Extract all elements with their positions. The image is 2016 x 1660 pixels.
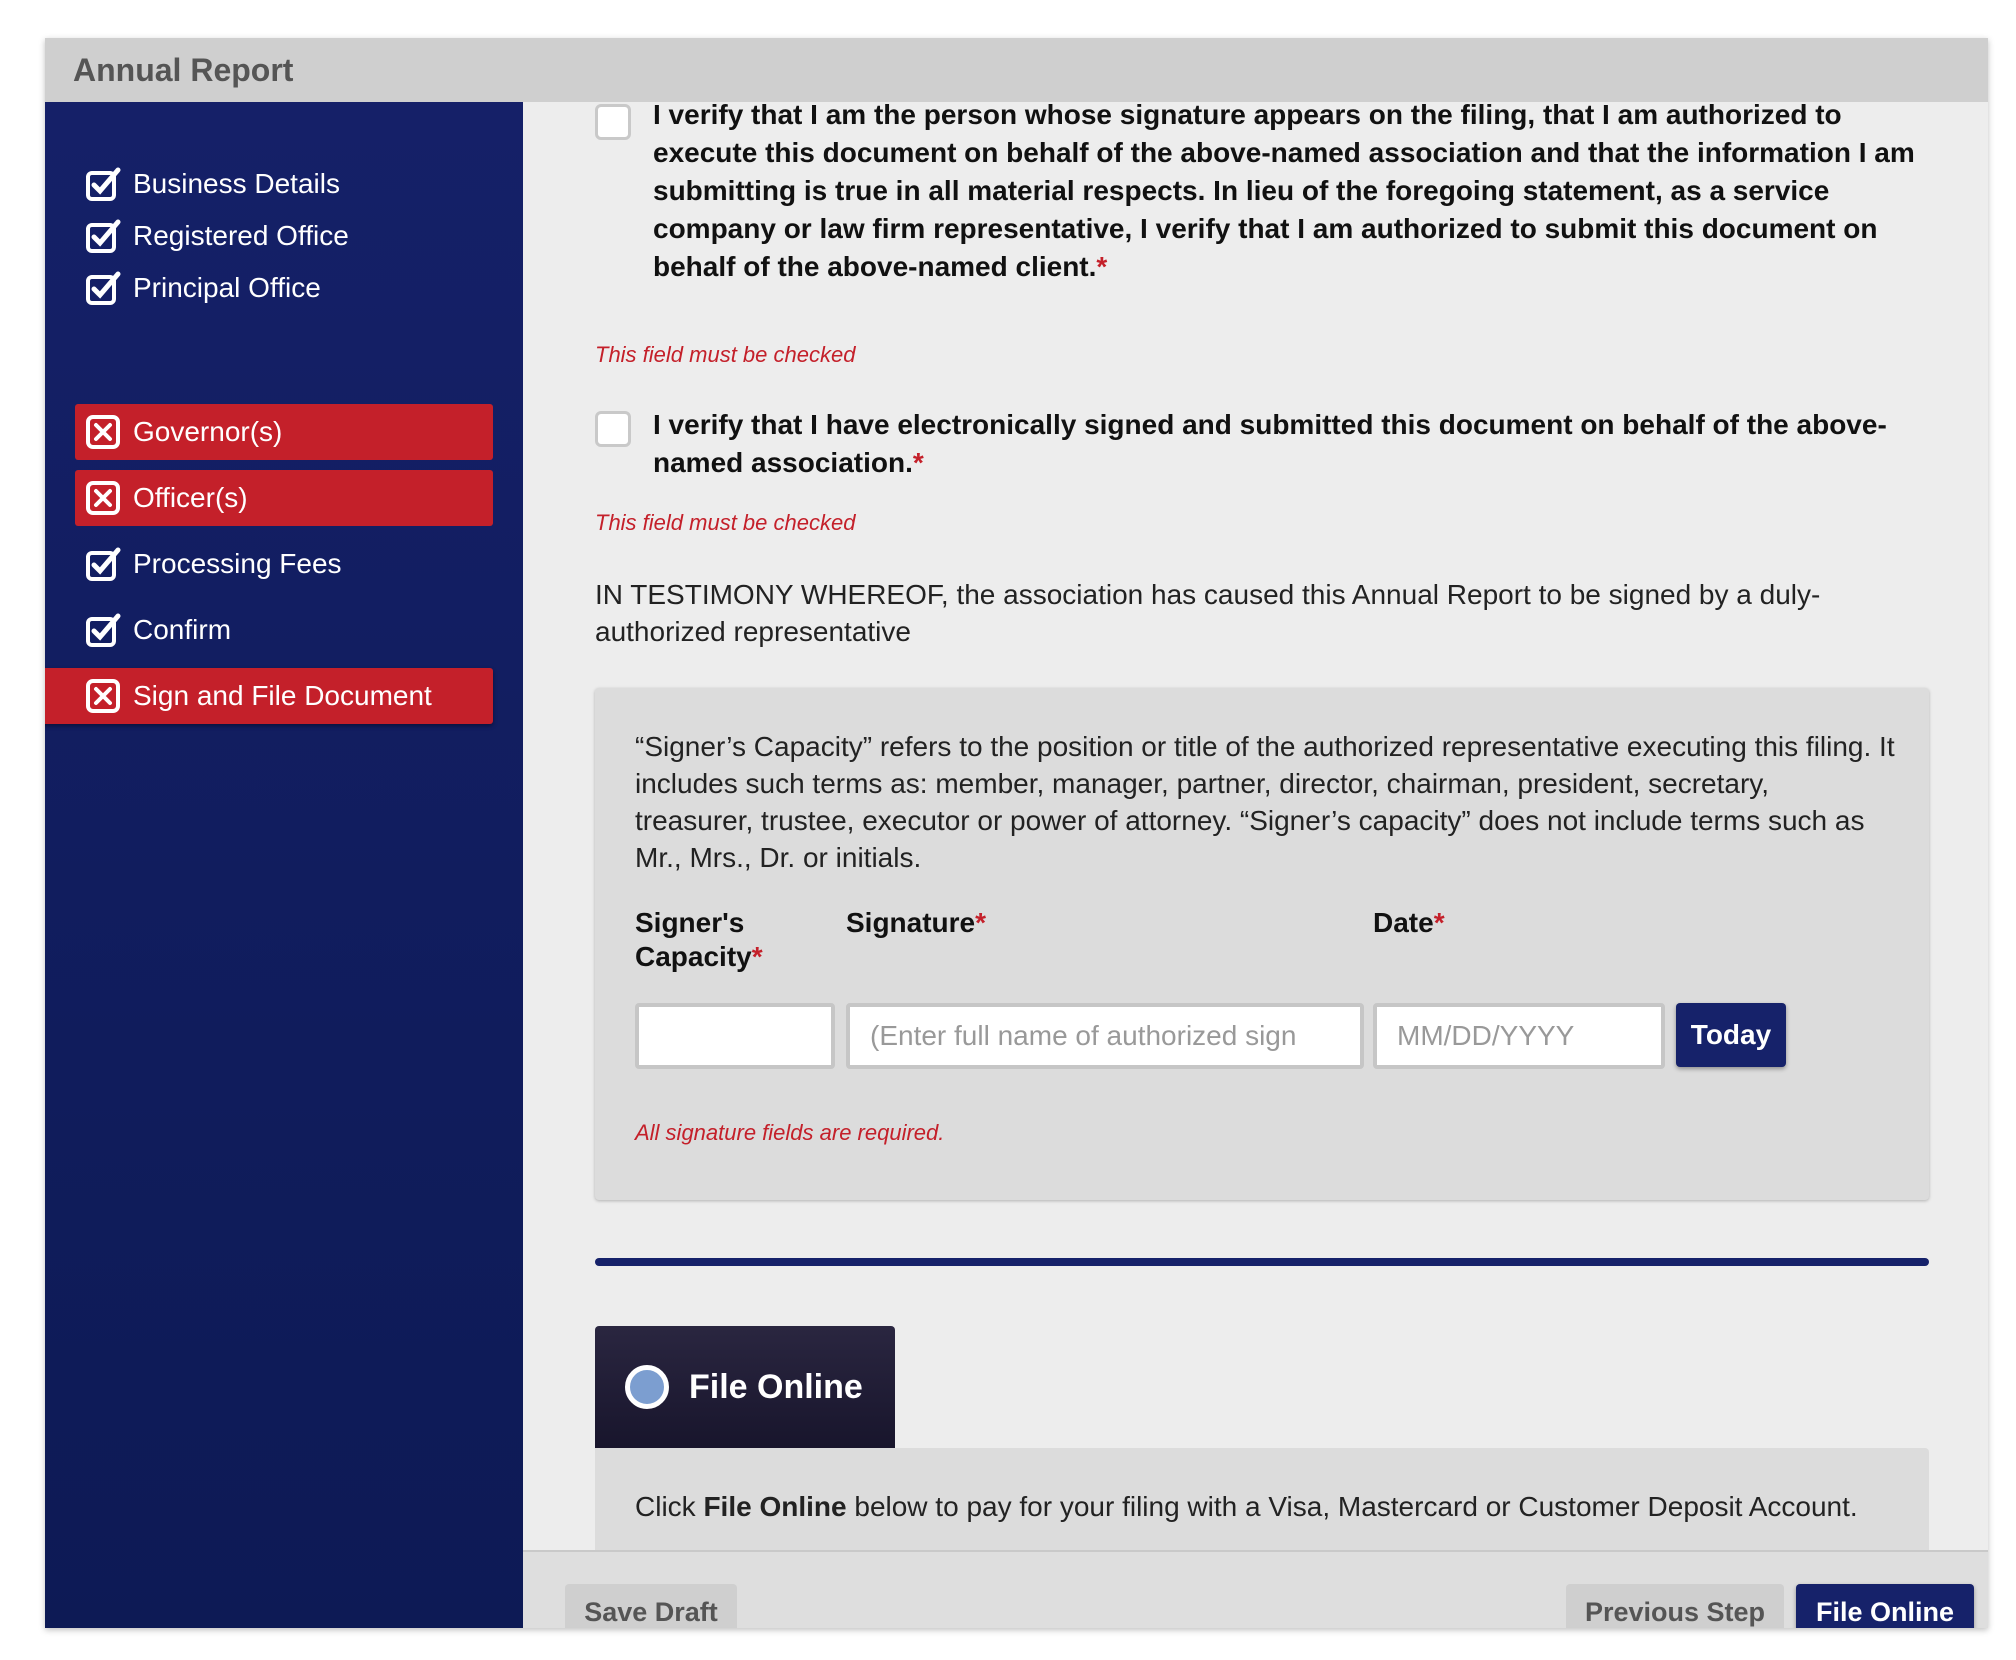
checkbox-checked-icon xyxy=(85,166,121,202)
today-button[interactable]: Today xyxy=(1676,1003,1786,1067)
sidebar-item-business-details[interactable] xyxy=(75,156,493,212)
signer-capacity-label: Signer's Capacity* xyxy=(635,907,763,972)
date-label: Date* xyxy=(1373,907,1445,938)
sidebar-item-registered-office[interactable] xyxy=(75,208,493,264)
signature-fields-error: All signature fields are required. xyxy=(635,1120,945,1145)
sidebar-item-governors[interactable] xyxy=(75,404,493,460)
sidebar-item-sign-and-file[interactable] xyxy=(45,668,493,724)
error-x-icon xyxy=(85,480,121,516)
checkbox-checked-icon xyxy=(85,270,121,306)
date-input[interactable]: MM/DD/YYYY xyxy=(1373,1003,1665,1069)
sidebar-item-label: Principal Office xyxy=(133,272,321,303)
radio-selected-icon[interactable] xyxy=(625,1365,669,1409)
signature-panel xyxy=(595,688,1929,1200)
checkbox-checked-icon xyxy=(85,218,121,254)
sidebar-item-label: Confirm xyxy=(133,614,232,645)
sidebar-item-officers[interactable] xyxy=(75,470,493,526)
window-title: Annual Report xyxy=(45,38,1988,102)
verify-signed-checkbox[interactable] xyxy=(595,411,631,447)
file-online-tab[interactable] xyxy=(595,1326,895,1448)
sidebar-item-principal-office[interactable] xyxy=(75,260,493,316)
section-divider xyxy=(595,1258,1929,1266)
main-content xyxy=(523,102,1988,1550)
sidebar-item-label: Business Details xyxy=(133,168,340,199)
footer-bar xyxy=(523,1550,1988,1628)
verify-authority-statement: I verify that I am the person whose signature appears on the filing, that I am authorized to execute this document on behalf of the above-named association and that the information I am submitting is true in all material respects. In lieu of the foregoing statement, as a service company or law firm representative, I verify that I am authorized to submit this document on behalf of the above-named client.* xyxy=(653,102,1915,282)
file-online-instructions: Click File Online below to pay for your filing with a Visa, Mastercard or Customer Deposit Account. xyxy=(635,1491,1858,1522)
verify-signed-error: This field must be checked xyxy=(595,510,856,535)
signer-capacity-input[interactable] xyxy=(635,1003,835,1069)
sidebar-item-label: Registered Office xyxy=(133,220,349,251)
error-x-icon xyxy=(85,414,121,450)
checkbox-checked-icon xyxy=(85,612,121,648)
verify-authority-error: This field must be checked xyxy=(595,342,856,367)
annual-report-window xyxy=(45,38,1988,1628)
sidebar xyxy=(45,102,523,1628)
error-x-icon xyxy=(85,678,121,714)
verify-authority-checkbox[interactable] xyxy=(595,104,631,140)
signer-capacity-description: “Signer’s Capacity” refers to the position or title of the authorized representative executing this filing. It includes such terms as: member, manager, partner, director, chairman, president, secretary, treasurer, trustee, executor or power of attorney. “Signer’s capacity” does not include terms such as Mr., Mrs., Dr. or initials. xyxy=(635,731,1895,873)
testimony-text: IN TESTIMONY WHEREOF, the association has caused this Annual Report to be signed by a duly-authorized representative xyxy=(595,579,1821,647)
sidebar-item-label: Sign and File Document xyxy=(133,680,432,711)
sidebar-item-label: Officer(s) xyxy=(133,482,248,513)
sidebar-item-processing-fees[interactable] xyxy=(75,536,493,592)
sidebar-item-confirm[interactable] xyxy=(75,602,493,658)
sidebar-item-label: Processing Fees xyxy=(133,548,342,579)
file-online-button[interactable]: File Online xyxy=(1796,1584,1974,1628)
checkbox-checked-icon xyxy=(85,546,121,582)
signature-label: Signature* xyxy=(846,907,987,938)
signature-input[interactable]: (Enter full name of authorized sign xyxy=(846,1003,1364,1069)
verify-signed-statement: I verify that I have electronically signed and submitted this document on behalf of the above-named association.* xyxy=(653,409,1887,478)
sidebar-item-label: Governor(s) xyxy=(133,416,283,447)
previous-step-button[interactable]: Previous Step xyxy=(1566,1584,1784,1628)
file-online-tab-label: File Online xyxy=(689,1367,863,1406)
file-online-panel xyxy=(595,1448,1929,1550)
save-draft-button[interactable]: Save Draft xyxy=(565,1584,737,1628)
